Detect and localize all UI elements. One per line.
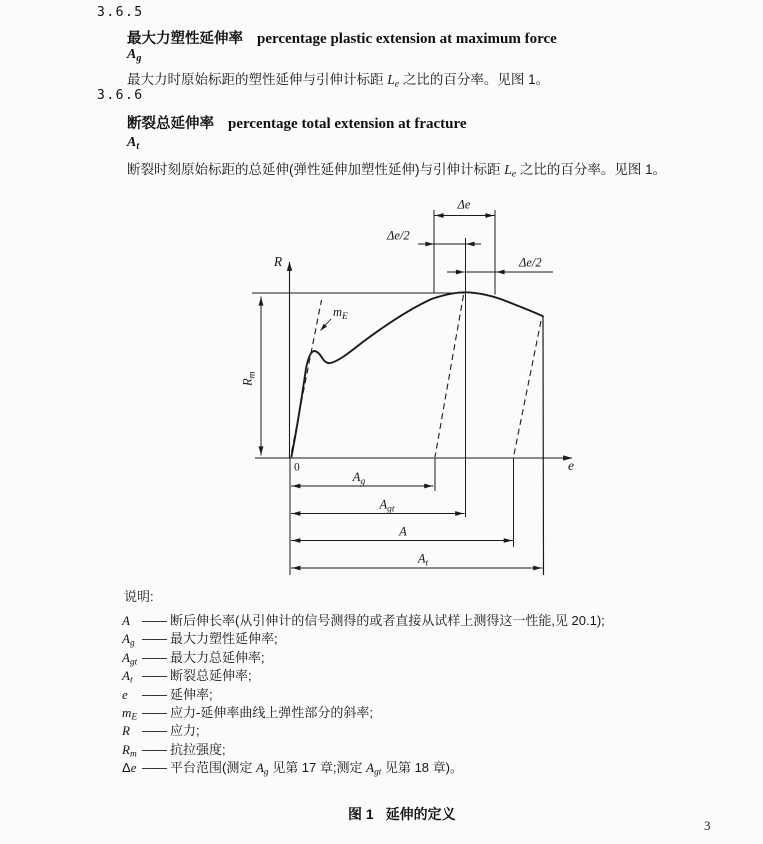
unload-dashed-at-fracture (514, 321, 542, 457)
symbol-base: A (127, 135, 137, 150)
term-cn-365: 最大力塑性延伸率 (127, 31, 243, 47)
delta-e-half-lower-label: Δe/2 (519, 255, 542, 270)
legend-text: 断裂总延伸率; (170, 668, 252, 684)
definition-366: 断裂时刻原始标距的总延伸(弹性延伸加塑性延伸)与引伸计标距 $L_e$ 之比的百分率。见图 1。 (127, 162, 667, 180)
legend-text: 抗拉强度; (170, 741, 226, 757)
a-label: A (399, 524, 407, 539)
legend-text: 平台范围(测定 $A_g$ 见第 17 章;测定 $A_{gt}$ 见第 18 章)。 (170, 760, 463, 778)
legend-item-Agt: $A_{gt}$ —— 最大力总延伸率; (122, 649, 605, 667)
term-cn-366: 断裂总延伸率 (127, 116, 214, 132)
legend-text: 最大力塑性延伸率; (170, 631, 278, 647)
agt-label: $A_{gt}$ (379, 497, 395, 515)
definition-365: 最大力时原始标距的塑性延伸与引伸计标距 $L_e$ 之比的百分率。见图 1。 (127, 72, 550, 90)
legend-item-R: R —— 应力; (122, 722, 605, 740)
legend-symbol: e (122, 686, 128, 702)
legend-text: 断后伸长率(从引伸计的信号测得的或者直接从试样上测得这一性能,见 20.1); (170, 613, 605, 628)
legend-symbol: Δe (122, 760, 137, 776)
figure-caption-number: 图 1 (348, 806, 374, 822)
fracture-vertical-line (543, 316, 544, 575)
e-axis-label: e (568, 458, 574, 473)
symbol-base: A (127, 47, 137, 62)
term-en-365: percentage plastic extension at maximum force (257, 31, 557, 47)
legend-symbol: $A_{gt}$ (122, 649, 138, 668)
me-pointer-arrow (321, 319, 332, 331)
rm-label: $R_m$ (240, 371, 258, 386)
legend-symbol: A (122, 613, 130, 628)
legend-symbol: $A_g$ (122, 631, 135, 649)
legend-title: 说明: (124, 589, 154, 604)
ag-label: $A_g$ (352, 470, 366, 487)
legend-item-mE: $m_E$ —— 应力-延伸率曲线上弹性部分的斜率; (122, 704, 605, 722)
figure-caption-title: 延伸的定义 (385, 806, 456, 822)
elastic-slope-dashed-line (292, 300, 322, 452)
legend-item-e: e —— 延伸率; (122, 686, 605, 704)
legend-text: 应力; (170, 723, 200, 739)
symbol-sub: t (136, 141, 140, 152)
legend-symbol: R (122, 723, 130, 739)
delta-e-label: Δe (457, 197, 471, 212)
delta-e-half-upper-label: Δe/2 (387, 228, 410, 243)
unload-dashed-at-max-force (435, 295, 464, 457)
legend-item-A: A —— 断后伸长率(从引伸计的信号测得的或者直接从试样上测得这一性能,见 20.1); (122, 612, 605, 630)
legend-item-Ag: $A_g$ —— 最大力塑性延伸率; (122, 630, 605, 648)
legend-text: 最大力总延伸率; (170, 649, 265, 665)
legend-symbol: $m_E$ (122, 704, 138, 723)
me-label: $m_E$ (333, 305, 348, 322)
clause-number-366: 3.6.6 (97, 88, 144, 103)
figure-caption (348, 804, 456, 824)
legend-item-At: $A_t$ —— 断裂总延伸率; (122, 667, 605, 685)
page-number: 3 (704, 818, 711, 833)
figure-legend (122, 586, 605, 778)
clause-number-365: 3.6.5 (97, 5, 144, 20)
r-axis-label: R (273, 254, 283, 269)
at-label: $A_t$ (417, 551, 429, 569)
legend-item-de: Δe —— 平台范围(测定 $A_g$ 见第 17 章;测定 $A_{gt}$ 见第 18 章)。 (122, 760, 463, 778)
legend-symbol: $R_m$ (122, 741, 137, 760)
legend-item-Rm: $R_m$ —— 抗拉强度; (122, 741, 605, 759)
origin-label: 0 (294, 461, 300, 474)
legend-text: 应力-延伸率曲线上弹性部分的斜率; (170, 704, 373, 720)
stress-extension-curve (292, 292, 544, 456)
legend-text: 延伸率; (170, 686, 213, 702)
legend-symbol: $A_t$ (122, 668, 133, 686)
term-en-366: percentage total extension at fracture (228, 116, 467, 132)
symbol-sub: g (136, 53, 142, 64)
